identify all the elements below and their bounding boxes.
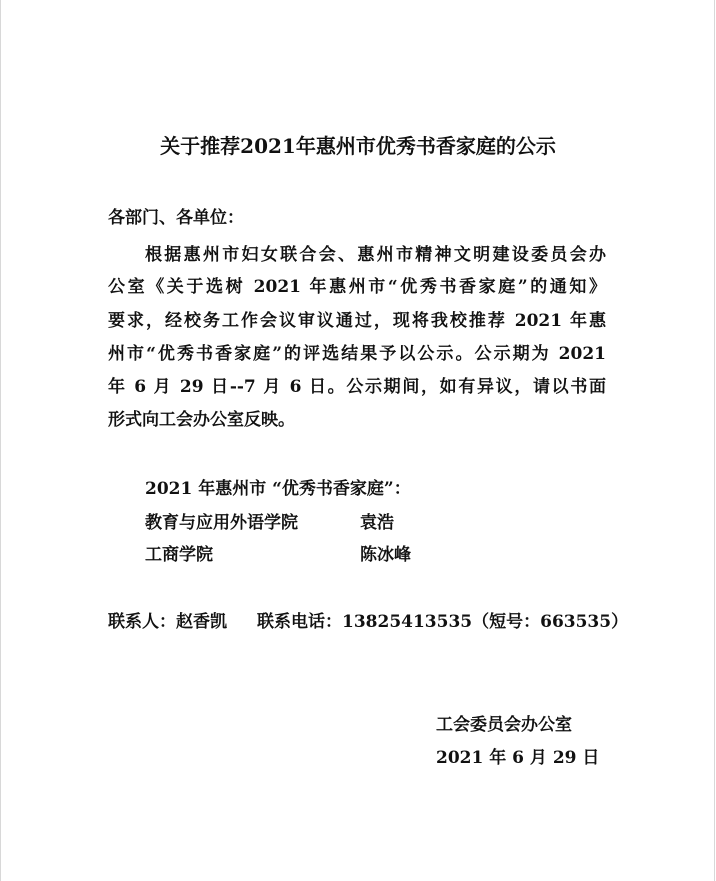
- list-heading: 2021 年惠州市 “优秀书香家庭”：: [145, 479, 411, 499]
- body-line-6: 形式向工会办公室反映。: [108, 410, 295, 430]
- body-line-2: 公室《关于选树 2021 年惠州市“优秀书香家庭”的通知》: [108, 277, 606, 297]
- document-title: 关于推荐2021年惠州市优秀书香家庭的公示: [160, 134, 556, 158]
- contact-line: [108, 607, 628, 632]
- body-line-3: 要求，经校务工作会议审议通过，现将我校推荐 2021 年惠: [108, 311, 606, 331]
- body-line-5: 年 6 月 29 日--7 月 6 日。公示期间，如有异议，请以书面: [108, 377, 606, 397]
- contact-person: 联系人：赵香凯: [108, 612, 227, 632]
- salutation: 各部门、各单位：: [108, 208, 244, 228]
- signature-office: 工会委员会办公室: [436, 715, 572, 735]
- body-line-1: 根据惠州市妇女联合会、惠州市精神文明建设委员会办: [145, 245, 606, 265]
- contact-phone: 联系电话：13825413535（短号：663535）: [257, 612, 629, 632]
- signature-date: 2021 年 6 月 29 日: [436, 748, 600, 768]
- family-name-2: 陈冰峰: [360, 545, 411, 565]
- body-line-4: 州市“优秀书香家庭”的评选结果予以公示。公示期为 2021: [108, 344, 606, 364]
- family-unit-2: 工商学院: [145, 545, 213, 565]
- family-unit-1: 教育与应用外语学院: [145, 513, 298, 533]
- family-name-1: 袁浩: [360, 513, 394, 533]
